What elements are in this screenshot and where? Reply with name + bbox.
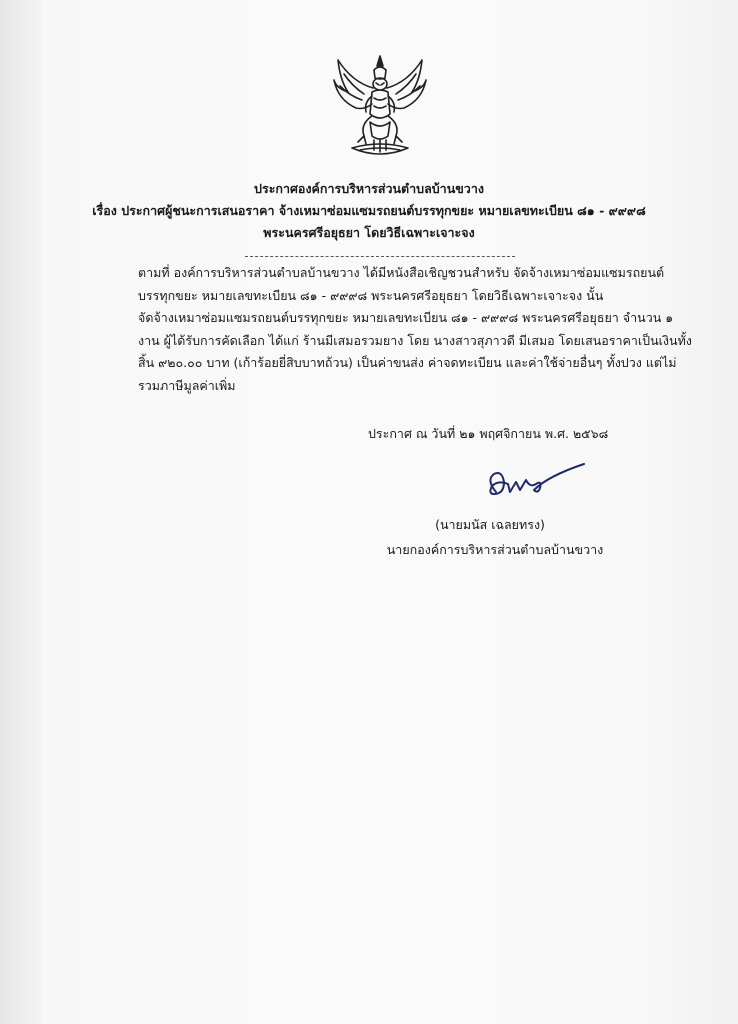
announcement-header [60,178,678,244]
header-subject-continued: พระนครศรีอยุธยา โดยวิธีเฉพาะเจาะจง [263,225,475,240]
page-edge-shadow [0,0,42,1024]
garuda-emblem-icon [330,52,430,164]
signer-title: นายกองค์การบริหารส่วนตำบลบ้านขวาง [386,542,604,557]
header-divider [245,256,515,257]
announcement-date: ประกาศ ณ วันที่ ๒๑ พฤศจิกายน พ.ศ. ๒๕๖๘ [368,426,609,441]
announcement-body [62,262,698,397]
body-paragraph-2: จัดจ้างเหมาซ่อมแซมรถยนต์บรรทุกขยะ หมายเลขทะเบียน ๘๑ - ๙๙๙๘ พระนครศรีอยุธยา จำนวน ๑ งาน ผู้ได้รับการคัดเลือก ได้แก่ ร้านมีเสมอรวมยาง โดย นางสาวสุภาวดี มีเสมอ โดยเสนอราคาเป็นเงินทั้งสิ้น ๙๒๐.๐๐ บาท (เก้าร้อยยี่สิบบาทถ้วน) เป็นค่าขนส่ง ค่าจดทะเบียน และค่าใช้จ่ายอื่นๆ ทั้งปวง แต่ไม่รวมภาษีมูลค่าเพิ่ม [138,310,692,393]
signer-name: (นายมนัส เฉลยทรง) [435,517,545,532]
header-subject: เรื่อง ประกาศผู้ชนะการเสนอราคา จ้างเหมาซ่อมแซมรถยนต์บรรทุกขยะ หมายเลขทะเบียน ๘๑ - ๙๙๙๘ [92,203,646,218]
signature-icon [478,458,588,506]
body-paragraph-1: ตามที่ องค์การบริหารส่วนตำบลบ้านขวาง ได้มีหนังสือเชิญชวนสำหรับ จัดจ้างเหมาซ่อมแซมรถยนต์บรรทุกขยะ หมายเลขทะเบียน ๘๑ - ๙๙๙๘ พระนครศรีอยุธยา โดยวิธีเฉพาะเจาะจง นั้น [138,265,665,303]
header-organization: ประกาศองค์การบริหารส่วนตำบลบ้านขวาง [254,181,484,196]
